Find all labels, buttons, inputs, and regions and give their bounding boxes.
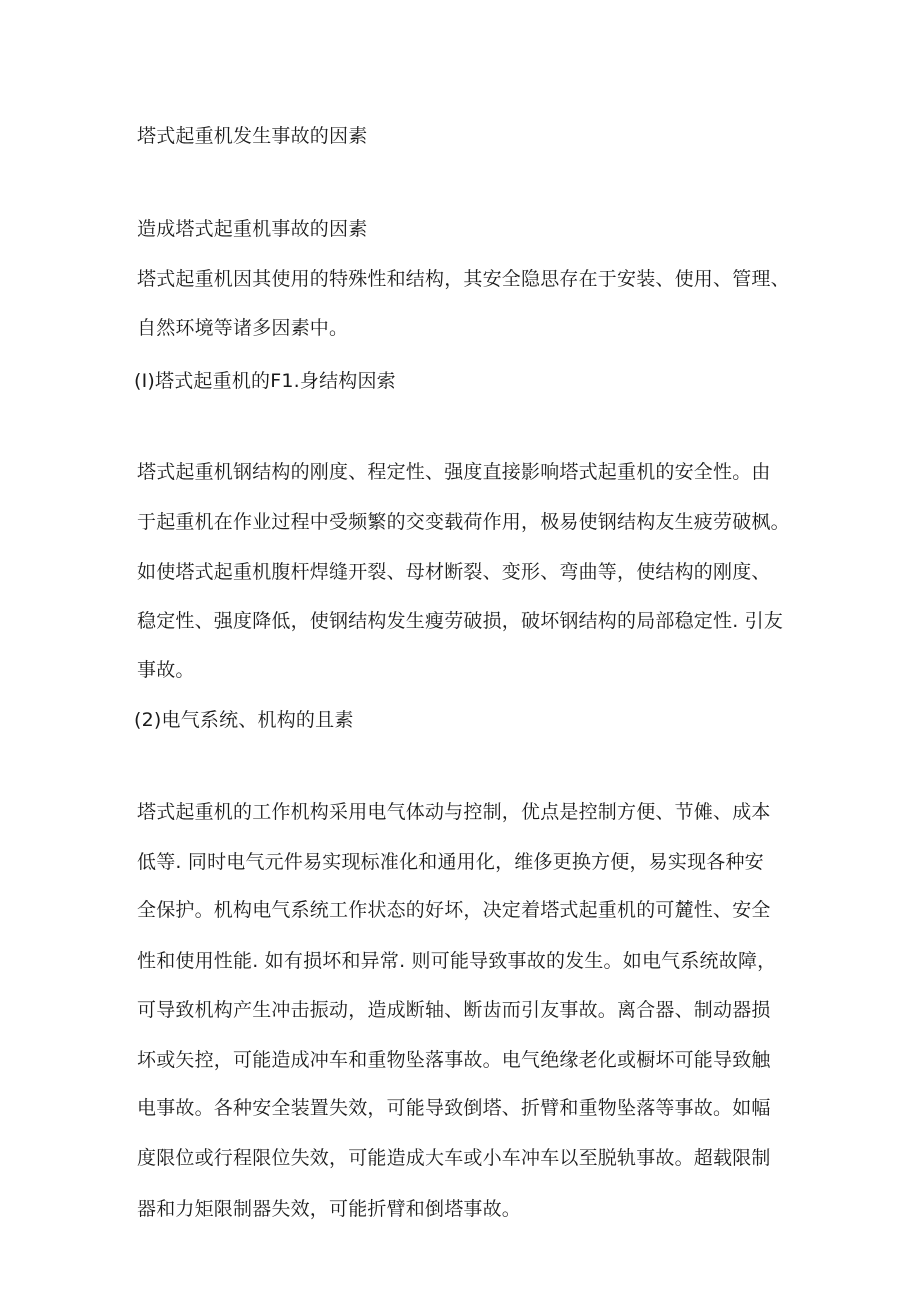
section1-line-1: 塔式起重机钢结构的刚度、程定性、强度直接影响塔式起重机的安全性。由 <box>137 461 771 483</box>
section1-line-3: 如使塔式起重机腹杆焊缝开裂、母材断裂、变形、弯曲等，使结构的刚度、 <box>137 561 771 583</box>
section2-line-5: 可导致机构产生冲击振动，造成断轴、断齿而引友事故。离合器、制动器损 <box>137 999 771 1021</box>
section2-heading: (2)电气系统、机构的且素 <box>134 709 354 731</box>
section2-line-7: 电事故。各种安全装置失效，可能导致倒塔、折臂和重物坠落等事故。如幅 <box>137 1097 771 1119</box>
intro-line-1: 塔式起重机因其使用的特殊性和结构，其安全隐思存在于安装、使用、管理、 <box>137 268 790 290</box>
section1-line-5: 事故。 <box>137 659 195 681</box>
section2-line-1: 塔式起重机的工作机构采用电气体动与控制，优点是控制方便、节傩、成本 <box>137 801 771 823</box>
section2-line-9: 器和力矩限制器失效，可能折臂和倒塔事故。 <box>137 1198 522 1220</box>
document-subtitle: 造成塔式起重机事故的因素 <box>137 218 368 240</box>
section1-line-2: 于起重机在作业过程中受频繁的交变载荷作用，极易使钢结构友生疲劳破枫。 <box>137 511 790 533</box>
section2-line-8: 度限位或行程限位失效，可能造成大车或小车冲车以至脱轨事故。超载限制 <box>137 1147 771 1169</box>
section2-line-4: 性和使用性能. 如有损坏和异常. 则可能导致事故的发生。如电气系统故障， <box>137 950 777 972</box>
section2-line-3: 全保护。机构电气系统工作状态的好坏，决定着塔式起重机的可麓性、安全 <box>137 899 771 921</box>
section1-heading: (I)塔式起重机的F1.身结构因索 <box>134 370 396 392</box>
intro-line-2: 自然环境等诸多因素中。 <box>137 317 349 339</box>
section2-line-2: 低等. 同时电气元件易实现标准化和通用化，维侈更换方便，易实现各种安 <box>137 851 764 873</box>
section2-line-6: 坏或矢控，可能造成冲车和重物坠落事故。电气绝缘老化或橱坏可能导致触 <box>137 1049 771 1071</box>
section1-line-4: 稳定性、强度降低，使钢结构发生瘦劳破损，破坏钢结构的局部稳定性. 引友 <box>137 610 784 632</box>
document-title: 塔式起重机发生事故的因素 <box>137 125 368 147</box>
